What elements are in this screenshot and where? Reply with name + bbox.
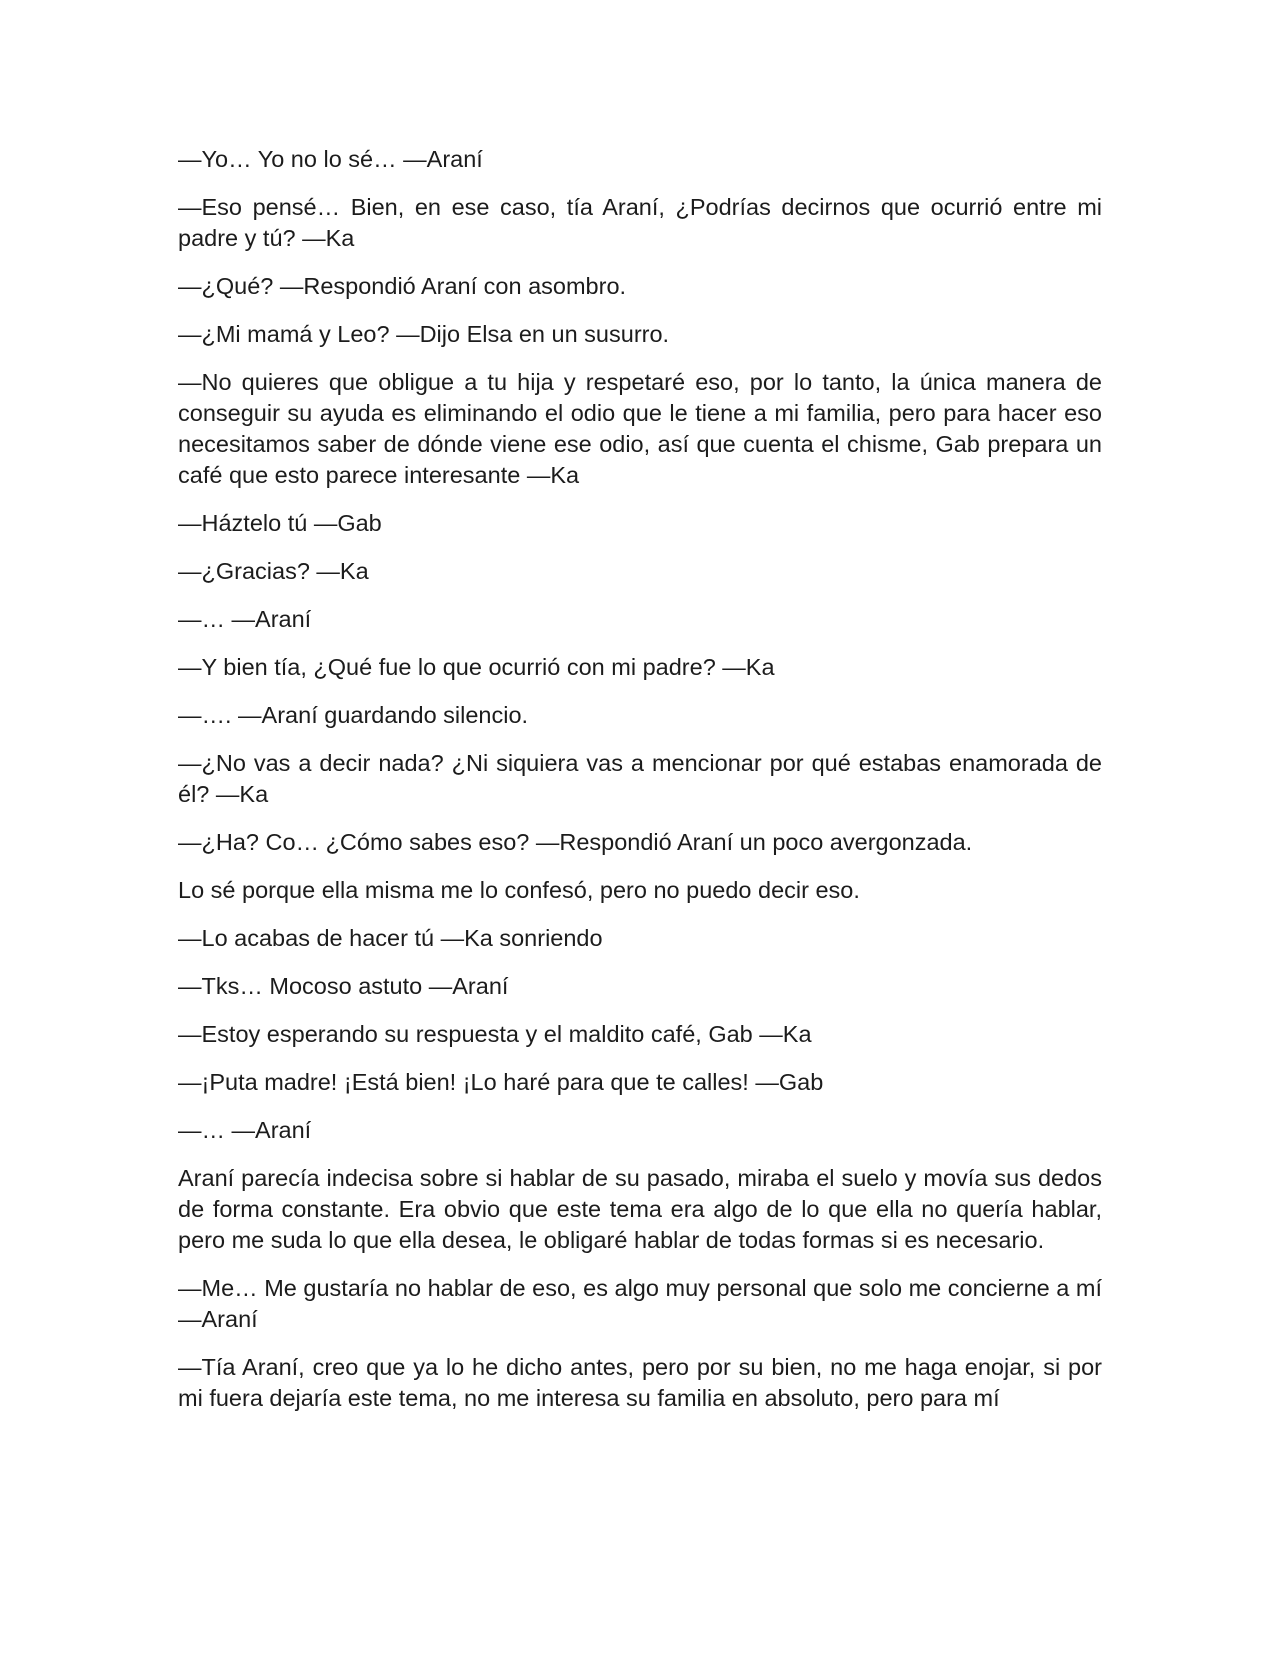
paragraph: —Tía Araní, creo que ya lo he dicho antes, pero por su bien, no me haga enojar, si por mi fuera dejaría este tema, no me interesa su familia en absoluto, pero para mí — [178, 1354, 1102, 1411]
text-body — [178, 144, 1102, 1414]
paragraph: —Me… Me gustaría no hablar de eso, es algo muy personal que solo me concierne a mí —Araní — [178, 1275, 1102, 1332]
paragraph: —¿Qué? —Respondió Araní con asombro. — [178, 273, 627, 299]
paragraph: —¿Mi mamá y Leo? —Dijo Elsa en un susurro. — [178, 321, 670, 347]
paragraph: —No quieres que obligue a tu hija y respetaré eso, por lo tanto, la única manera de conseguir su ayuda es eliminando el odio que le tiene a mi familia, pero para hacer eso necesitamos saber de dónde viene ese odio, así que cuenta el chisme, Gab prepara un café que esto parece interesante —Ka — [178, 369, 1102, 488]
paragraph: —Tks… Mocoso astuto —Araní — [178, 973, 509, 999]
paragraph: —Lo acabas de hacer tú —Ka sonriendo — [178, 925, 603, 951]
paragraph: Araní parecía indecisa sobre si hablar de su pasado, miraba el suelo y movía sus dedos de forma constante. Era obvio que este tema era algo de lo que ella no quería hablar, pero me suda lo que ella desea, le obligaré hablar de todas formas si es necesario. — [178, 1165, 1102, 1253]
paragraph: —Estoy esperando su respuesta y el maldito café, Gab —Ka — [178, 1021, 812, 1047]
paragraph: —Y bien tía, ¿Qué fue lo que ocurrió con mi padre? —Ka — [178, 654, 775, 680]
paragraph: —… —Araní — [178, 1117, 312, 1143]
paragraph: —… —Araní — [178, 606, 312, 632]
paragraph: —¿No vas a decir nada? ¿Ni siquiera vas a mencionar por qué estabas enamorada de él? —Ka — [178, 750, 1102, 807]
paragraph: —Eso pensé… Bien, en ese caso, tía Araní, ¿Podrías decirnos que ocurrió entre mi padre y tú? —Ka — [178, 194, 1102, 251]
paragraph: —Yo… Yo no lo sé… —Araní — [178, 146, 483, 172]
paragraph: —¡Puta madre! ¡Está bien! ¡Lo haré para que te calles! —Gab — [178, 1069, 824, 1095]
paragraph: Lo sé porque ella misma me lo confesó, pero no puedo decir eso. — [178, 877, 860, 903]
paragraph: —¿Ha? Co… ¿Cómo sabes eso? —Respondió Araní un poco avergonzada. — [178, 829, 973, 855]
paragraph: —…. —Araní guardando silencio. — [178, 702, 529, 728]
paragraph: —¿Gracias? —Ka — [178, 558, 369, 584]
paragraph: —Háztelo tú —Gab — [178, 510, 382, 536]
